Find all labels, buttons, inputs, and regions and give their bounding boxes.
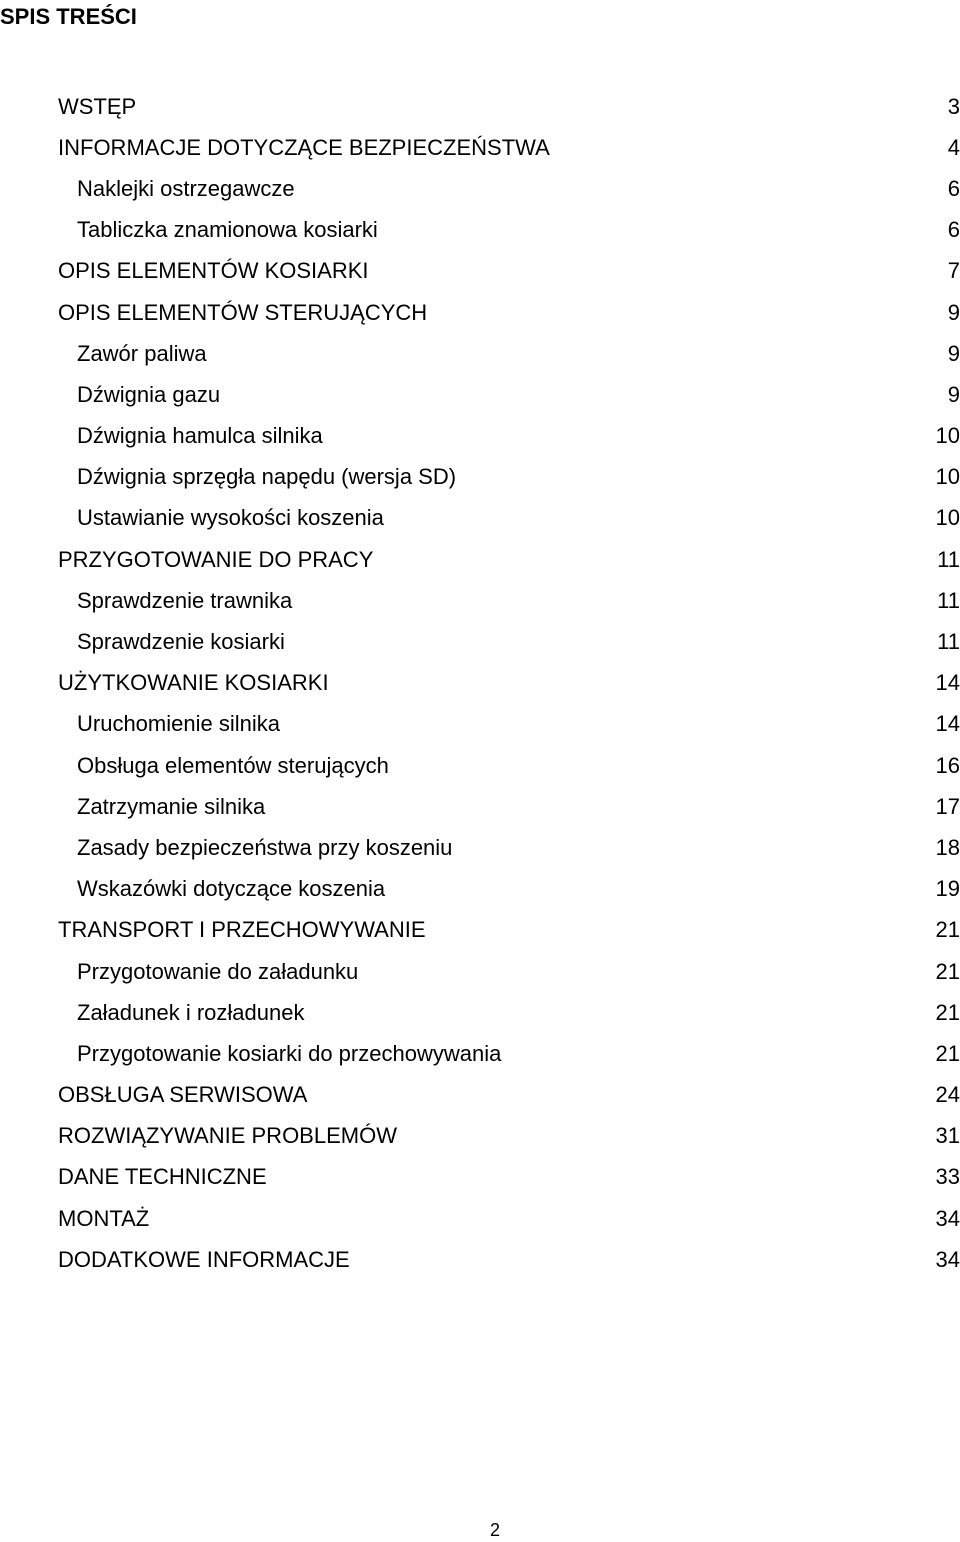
toc-entry-label: Wskazówki dotyczące koszenia (77, 876, 386, 902)
toc-entry-page: 7 (947, 258, 960, 284)
toc-entry-page: 6 (947, 175, 960, 201)
toc-entry-page: 10 (935, 423, 960, 449)
toc-entry-page: 9 (947, 381, 960, 407)
toc-entry-label: MONTAŻ (58, 1205, 150, 1231)
toc-entry (58, 1157, 960, 1198)
toc-entry (58, 539, 960, 580)
toc-entry-label: TRANSPORT I PRZECHOWYWANIE (58, 917, 426, 943)
toc-entry (58, 1033, 960, 1074)
toc-entry-label: OPIS ELEMENTÓW KOSIARKI (58, 258, 369, 284)
toc-entry-label: Zatrzymanie silnika (77, 793, 266, 819)
toc-entry-label: ROZWIĄZYWANIE PROBLEMÓW (58, 1123, 397, 1149)
toc-entry-page: 10 (935, 505, 960, 531)
toc-entry-page: 9 (947, 299, 960, 325)
toc-entry (58, 1116, 960, 1157)
toc-entry-page: 34 (935, 1205, 960, 1231)
toc-entry (58, 416, 960, 457)
toc-entry (58, 168, 960, 209)
toc-entry-label: Naklejki ostrzegawcze (77, 175, 295, 201)
toc-entry (58, 1198, 960, 1239)
toc-entry-page: 11 (937, 629, 960, 655)
toc-entry-label: INFORMACJE DOTYCZĄCE BEZPIECZEŃSTWA (58, 134, 550, 160)
toc-entry (58, 457, 960, 498)
toc-entry-label: DODATKOWE INFORMACJE (58, 1246, 350, 1272)
toc-entry (58, 745, 960, 786)
toc-entry-page: 19 (935, 876, 960, 902)
toc-entry (58, 292, 960, 333)
toc-entry (58, 580, 960, 621)
toc-entry-page: 14 (935, 711, 960, 737)
toc-entry (58, 621, 960, 662)
toc-entry-page: 21 (935, 917, 960, 943)
toc-entry (58, 663, 960, 704)
toc-entry-label: Obsługa elementów sterujących (77, 752, 389, 778)
table-of-contents (58, 86, 960, 1280)
toc-entry (58, 498, 960, 539)
toc-entry-label: Przygotowanie kosiarki do przechowywania (77, 1040, 502, 1066)
toc-entry (58, 251, 960, 292)
toc-entry-page: 21 (935, 1040, 960, 1066)
toc-entry (58, 86, 960, 127)
toc-entry (58, 827, 960, 868)
toc-entry-page: 18 (935, 834, 960, 860)
toc-entry-label: DANE TECHNICZNE (58, 1164, 267, 1190)
toc-entry-label: UŻYTKOWANIE KOSIARKI (58, 670, 329, 696)
toc-entry (58, 333, 960, 374)
toc-entry-label: Sprawdzenie kosiarki (77, 629, 285, 655)
toc-entry-label: OBSŁUGA SERWISOWA (58, 1082, 308, 1108)
toc-entry-label: Uruchomienie silnika (77, 711, 280, 737)
toc-entry (58, 869, 960, 910)
toc-entry-page: 34 (935, 1246, 960, 1272)
toc-entry-page: 33 (935, 1164, 960, 1190)
toc-entry-page: 21 (935, 999, 960, 1025)
toc-entry-label: Dźwignia hamulca silnika (77, 423, 323, 449)
toc-entry-label: Tabliczka znamionowa kosiarki (77, 217, 378, 243)
toc-entry-page: 10 (935, 464, 960, 490)
toc-entry (58, 951, 960, 992)
toc-entry (58, 374, 960, 415)
toc-entry-label: Ustawianie wysokości koszenia (77, 505, 384, 531)
toc-entry-page: 14 (935, 670, 960, 696)
toc-entry (58, 704, 960, 745)
toc-entry (58, 910, 960, 951)
page-number: 2 (489, 1520, 500, 1540)
toc-entry-page: 24 (935, 1082, 960, 1108)
toc-entry (58, 210, 960, 251)
toc-entry-page: 11 (937, 546, 960, 572)
toc-entry-label: PRZYGOTOWANIE DO PRACY (58, 546, 374, 572)
toc-entry (58, 127, 960, 168)
page-title: SPIS TREŚCI (0, 4, 137, 29)
toc-entry-page: 11 (937, 587, 960, 613)
toc-entry-label: Załadunek i rozładunek (77, 999, 305, 1025)
toc-entry-page: 3 (947, 93, 960, 119)
toc-entry-label: Zawór paliwa (77, 340, 207, 366)
toc-entry (58, 1239, 960, 1280)
toc-entry-label: Przygotowanie do załadunku (77, 958, 359, 984)
toc-entry (58, 786, 960, 827)
toc-entry-page: 16 (935, 752, 960, 778)
toc-entry (58, 992, 960, 1033)
toc-entry-page: 6 (947, 217, 960, 243)
toc-entry-label: OPIS ELEMENTÓW STERUJĄCYCH (58, 299, 428, 325)
toc-entry-label: Zasady bezpieczeństwa przy koszeniu (77, 834, 453, 860)
toc-entry-page: 4 (947, 134, 960, 160)
toc-entry-page: 17 (935, 793, 960, 819)
toc-entry-page: 31 (935, 1123, 960, 1149)
toc-entry-page: 9 (947, 340, 960, 366)
toc-entry (58, 1075, 960, 1116)
toc-entry-label: Dźwignia gazu (77, 381, 221, 407)
toc-entry-label: Dźwignia sprzęgła napędu (wersja SD) (77, 464, 457, 490)
toc-entry-label: Sprawdzenie trawnika (77, 587, 293, 613)
toc-entry-label: WSTĘP (58, 93, 137, 119)
toc-entry-page: 21 (935, 958, 960, 984)
